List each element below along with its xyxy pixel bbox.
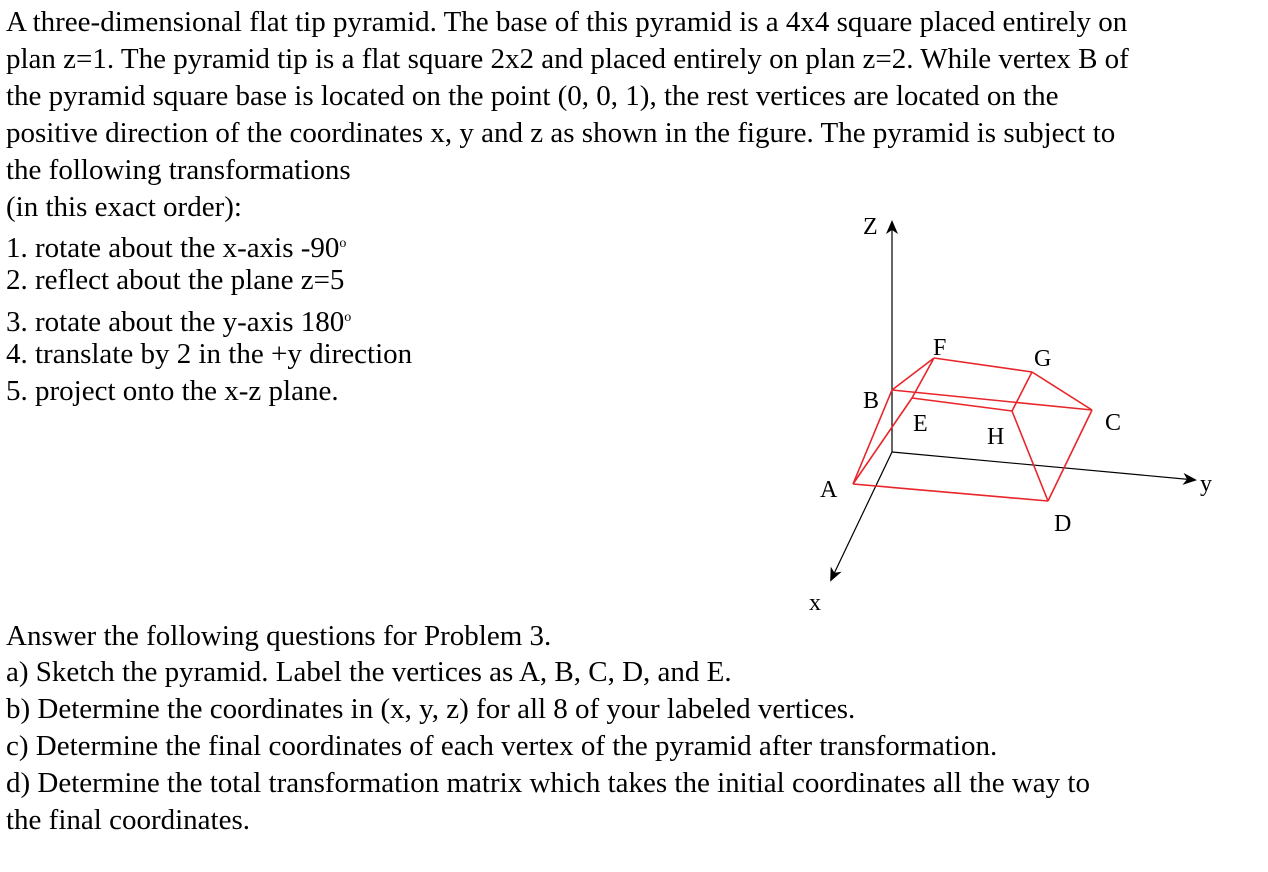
- vertex-label-e: E: [913, 411, 928, 437]
- intro-line: A three-dimensional flat tip pyramid. The base of this pyramid is a 4x4 square placed entirely on: [6, 6, 1128, 38]
- edge-ef: [912, 358, 934, 398]
- edge-bf: [892, 358, 934, 390]
- vertex-label-a: A: [820, 477, 838, 503]
- axis-label-z: Z: [863, 214, 878, 240]
- step-item: 5. project onto the x-z plane.: [6, 375, 339, 407]
- intro-line: the pyramid square base is located on the point (0, 0, 1), the rest vertices are located on the: [6, 80, 1059, 112]
- edge-dh: [1012, 411, 1048, 501]
- step-item: 3. rotate about the y-axis 180$^o$: [6, 306, 352, 338]
- edge-cd: [1048, 410, 1092, 501]
- question-line: Answer the following questions for Problem 3.: [6, 620, 552, 652]
- step-item: 2. reflect about the plane z=5: [6, 264, 345, 296]
- question-line: c) Determine the final coordinates of each vertex of the pyramid after transformation.: [6, 730, 998, 762]
- pyramid-slant-edges: [853, 358, 1092, 501]
- question-line: a) Sketch the pyramid. Label the vertices as A, B, C, D, and E.: [6, 656, 732, 688]
- axis-label-y: y: [1200, 471, 1212, 497]
- step-item: 1. rotate about the x-axis -90$^o$: [6, 232, 347, 264]
- question-line: d) Determine the total transformation matrix which takes the initial coordinates all the way to: [6, 767, 1090, 799]
- edge-da: [853, 484, 1048, 501]
- vertex-label-f: F: [933, 335, 947, 361]
- step-item: 4. translate by 2 in the +y direction: [6, 338, 413, 370]
- y-axis: [892, 452, 1195, 480]
- edge-gh: [1012, 372, 1032, 411]
- edge-fg: [934, 358, 1032, 372]
- vertex-label-b: B: [863, 388, 880, 414]
- pyramid-top: [912, 358, 1032, 411]
- intro-line: plan z=1. The pyramid tip is a flat square 2x2 and placed entirely on plan z=2. While vertex B of: [6, 43, 1129, 75]
- question-line: b) Determine the coordinates in (x, y, z) for all 8 of your labeled vertices.: [6, 693, 856, 725]
- intro-line: (in this exact order):: [6, 191, 242, 223]
- vertex-label-c: C: [1105, 410, 1122, 436]
- degree-symbol: o: [344, 310, 352, 325]
- question-line: the final coordinates.: [6, 804, 250, 836]
- intro-line: the following transformations: [6, 154, 351, 186]
- vertex-label-d: D: [1054, 511, 1072, 537]
- axis-label-x: x: [809, 590, 821, 616]
- degree-symbol: o: [339, 236, 347, 251]
- vertex-label-g: G: [1034, 346, 1052, 372]
- vertex-label-h: H: [987, 424, 1005, 450]
- intro-line: positive direction of the coordinates x, y and z as shown in the figure. The pyramid is subject to: [6, 117, 1116, 149]
